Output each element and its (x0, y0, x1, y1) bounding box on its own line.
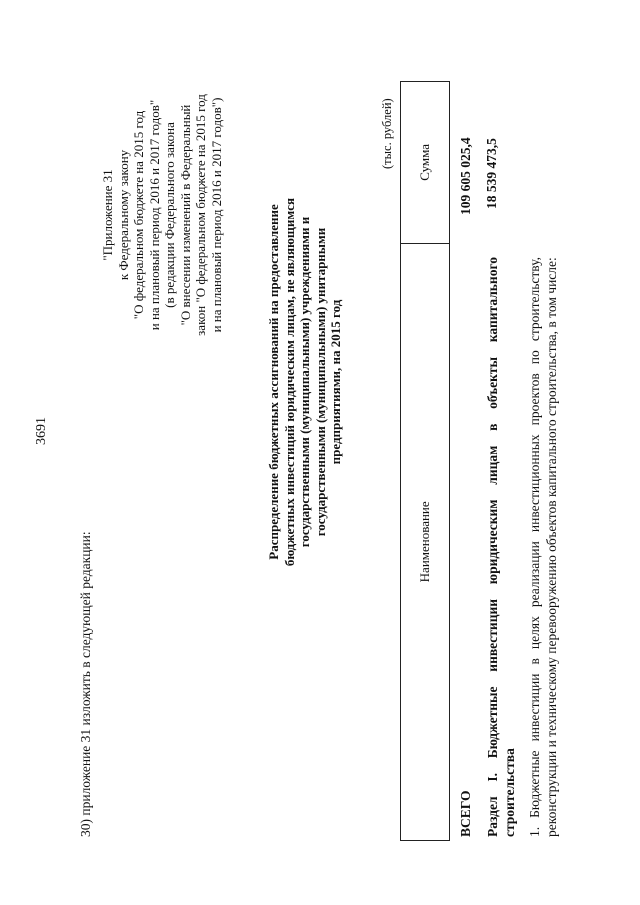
table-header-row (401, 82, 450, 841)
item-label: 1. Бюджетные инвестиции в целях реализации инвестиционных проектов по строительству, реконструкции и техническому перевооружению объектов капитального строительства, в том числе: (527, 257, 559, 837)
column-header-name: Наименование (401, 243, 450, 840)
appendix-line: закон "О федеральном бюджете на 2015 год (193, 94, 208, 336)
intro-line: 30) приложение 31 изложить в следующей редакции: (78, 531, 93, 837)
section-label: Раздел I. Бюджетные инвестиции юридическим лицам в объекты капитального строительства (485, 257, 517, 837)
column-header-amount: Сумма (401, 82, 450, 244)
appendix-line: (в редакции Федерального закона (162, 122, 177, 308)
appendix-header (100, 55, 224, 375)
document-title (266, 177, 344, 587)
appendix-line: "О внесении изменений в Федеральный (177, 104, 193, 326)
total-label: ВСЕГО (458, 790, 473, 837)
page-number: 3691 (34, 417, 49, 445)
appendix-line: к Федеральному закону (115, 149, 131, 281)
appendix-line: и на плановый период 2016 и 2017 годов" (146, 99, 162, 331)
appendix-line: "Приложение 31 (100, 169, 115, 261)
unit-note: (тыс. рублей) (380, 98, 394, 169)
title-line: Распределение бюджетных ассигнований на предоставление (266, 204, 281, 560)
appendix-line: и на плановый период 2016 и 2017 годов") (208, 97, 224, 333)
section-value: 18 539 473,5 (484, 138, 499, 209)
total-value: 109 605 025,4 (458, 137, 473, 215)
appendix-line: "О федеральном бюджете на 2015 год (131, 110, 146, 320)
title-line: предприятиями, на 2015 год (328, 299, 343, 465)
title-line: государственными (муниципальными) учреждениями и (297, 216, 312, 548)
allocation-table (400, 81, 450, 841)
title-line: государственными (муниципальными) унитарными (312, 227, 328, 537)
title-line: бюджетных инвестиций юридическим лицам, не являющимся (281, 197, 297, 567)
